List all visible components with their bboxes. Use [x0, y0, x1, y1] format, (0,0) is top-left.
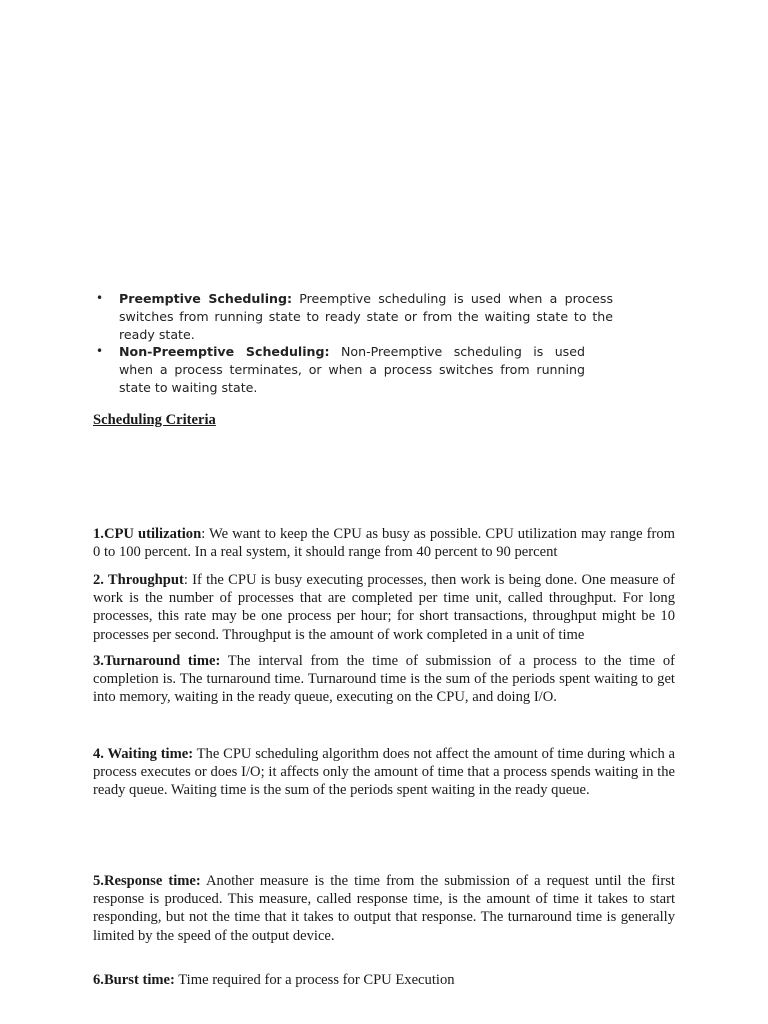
criteria-text: Another measure is the time from the submission of a request until the first response is produced. This measure, called response time, is the amount of time it takes to start responding, but not the time that it takes to output that response. The turnaround time is generally limited by the speed of the output device. [93, 873, 675, 944]
criteria-text: : We want to keep the CPU as busy as possible. CPU utilization may range from 0 to 100 percent. In a real system, it should range from 40 percent to 90 percent [93, 526, 675, 561]
criteria-term: 3.Turnaround time: [93, 653, 221, 669]
criteria-response-time [93, 872, 675, 945]
list-item-non-preemptive [93, 343, 585, 396]
section-heading: Scheduling Criteria [93, 412, 216, 428]
criteria-text: Time required for a process for CPU Execution [174, 972, 455, 988]
desc-non-preemptive: Non-Preemptive scheduling is used when a process terminates, or when a process switches from running state to waiting state. [119, 344, 585, 395]
criteria-term: 1.CPU utilization [93, 526, 202, 542]
scheduling-types-list [93, 290, 613, 397]
bullet-icon: • [96, 291, 104, 305]
criteria-text: The interval from the time of submission of a process to the time of completion is. The turnaround time. Turnaround time is the sum of the periods spent waiting to get into memory, waiting in the ready queue, executing on the CPU, and doing I/O. [93, 653, 676, 706]
criteria-text: The CPU scheduling algorithm does not affect the amount of time during which a process executes or does I/O; it affects only the amount of time that a process spends waiting in the ready queue. Waiting time is the sum of the periods spent waiting in the ready queue. [93, 746, 675, 799]
term-preemptive: Preemptive Scheduling: [119, 291, 293, 306]
criteria-turnaround-time [93, 652, 675, 707]
criteria-burst-time [93, 971, 675, 989]
criteria-text: : If the CPU is busy executing processes, then work is being done. One measure of work is the number of processes that are completed per time unit, called throughput. For long processes, this rate may be one process per hour; for short transactions, throughput might be 10 processes per second. Throughput is the amount of work completed in a unit of time [93, 572, 675, 643]
criteria-throughput [93, 571, 675, 644]
criteria-term: 6.Burst time: [93, 972, 175, 988]
criteria-waiting-time [93, 745, 675, 800]
term-non-preemptive: Non-Preemptive Scheduling: [119, 344, 330, 360]
bullet-icon: • [96, 344, 104, 359]
list-item-preemptive [93, 290, 613, 343]
criteria-term: 2. Throughput [93, 572, 184, 588]
criteria-term: 5.Response time: [93, 873, 201, 889]
desc-preemptive: Preemptive scheduling is used when a process switches from running state to ready state or from the waiting state to the ready state. [119, 291, 614, 342]
criteria-cpu-utilization [93, 525, 675, 561]
criteria-term: 4. Waiting time: [93, 746, 194, 762]
